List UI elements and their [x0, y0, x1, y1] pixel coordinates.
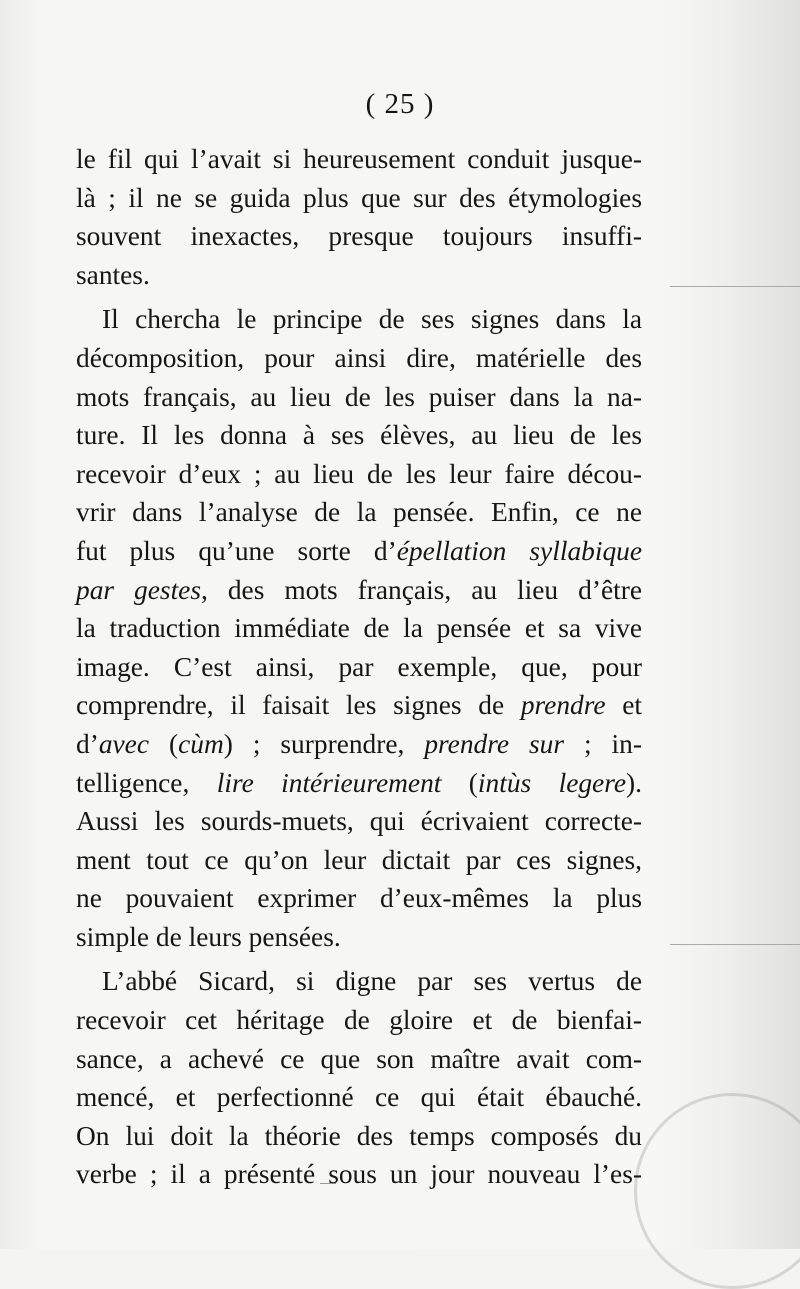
text-line: santes.: [76, 259, 150, 290]
text-line: par gestes, des mots français, au lieu d’être: [76, 574, 642, 605]
text-line: décomposition, pour ainsi dire, matérielle des: [76, 342, 642, 373]
text-line: L’abbé Sicard, si digne par ses vertus de: [102, 966, 642, 997]
page-number: ( 25 ): [365, 88, 435, 120]
text-line: ture. Il les donna à ses élèves, au lieu de les: [76, 420, 642, 451]
text-line: vrir dans l’analyse de la pensée. Enfin, ce ne: [76, 497, 642, 528]
text-line: recevoir d’eux ; au lieu de les leur faire décou-: [76, 458, 642, 489]
margin-mark: [670, 286, 800, 287]
text-line: mots français, au lieu de les puiser dans la na-: [76, 381, 642, 412]
text-line: ne pouvaient exprimer d’eux-mêmes la plus: [76, 883, 642, 914]
text-line: comprendre, il faisait les signes de prendre et: [76, 690, 642, 721]
text-line: verbe ; il a présenté sous un jour nouveau l’es-: [76, 1159, 642, 1190]
text-line: la traduction immédiate de la pensée et sa vive: [76, 613, 642, 644]
text-line: recevoir cet héritage de gloire et de bienfai-: [76, 1005, 642, 1036]
page-edge-shadow: [650, 0, 800, 1249]
text-line: Il chercha le principe de ses signes dans la: [102, 304, 642, 335]
text-line: le fil qui l’avait si heureusement conduit jusque-: [76, 144, 642, 174]
text-line: sance, a achevé ce que son maître avait com-: [76, 1043, 642, 1074]
text-line: image. C’est ainsi, par exemple, que, pour: [76, 651, 642, 682]
text-line: souvent inexactes, presque toujours insuffi-: [76, 221, 642, 252]
text-line: d’avec (cùm) ; surprendre, prendre sur ; in-: [76, 728, 642, 759]
margin-mark: [670, 944, 800, 945]
text-line: ment tout ce qu’on leur dictait par ces signes,: [76, 844, 642, 875]
text-line: telligence, lire intérieurement (intùs legere).: [76, 767, 642, 798]
body-text: [76, 140, 642, 1194]
text-line: Aussi les sourds-muets, qui écrivaient correcte-: [76, 806, 642, 837]
text-line: simple de leurs pensées.: [76, 921, 341, 952]
text-line: mencé, et perfectionné ce qui était ébauché.: [76, 1082, 642, 1113]
text-line: fut plus qu’une sorte d’épellation syllabique: [76, 535, 642, 566]
text-line: On lui doit la théorie des temps composés du: [76, 1120, 642, 1151]
library-stamp: [634, 1093, 800, 1289]
text-line: là ; il ne se guida plus que sur des étymologies: [76, 182, 642, 213]
